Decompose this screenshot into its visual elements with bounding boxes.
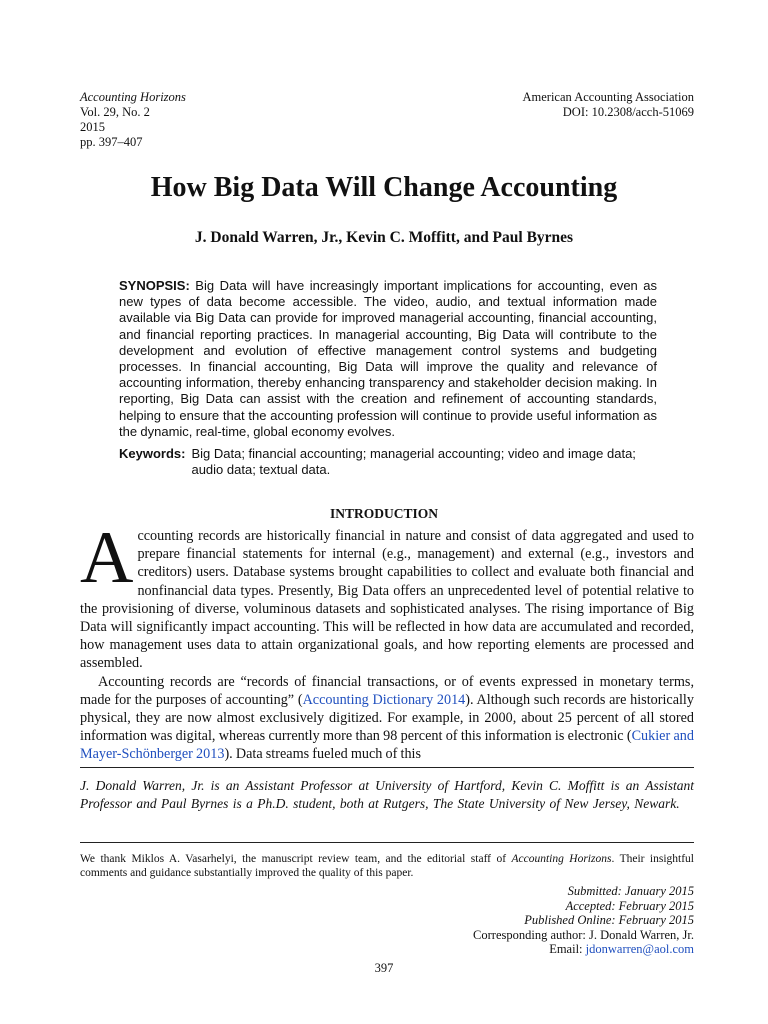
author-affiliation: J. Donald Warren, Jr. is an Assistant Professor at University of Hartford, Kevin C. Moffitt is an Assistant Professor and Paul Byrnes is a Ph.D. student, both at Rutgers, The State University of New Jersey, Newark. bbox=[80, 778, 694, 811]
synopsis bbox=[119, 278, 657, 440]
paragraph-2-text-a: Accounting records are “records of financial transactions, or of events expressed in monetary terms, made for the purposes of accounting” ( bbox=[80, 673, 694, 708]
paragraph-1 bbox=[80, 517, 694, 673]
keywords-label: Keywords: bbox=[119, 446, 186, 461]
drop-cap: A bbox=[80, 517, 134, 599]
article-title: How Big Data Will Change Accounting bbox=[150, 172, 618, 203]
citation-link-accounting-dictionary[interactable]: Accounting Dictionary 2014 bbox=[302, 691, 466, 708]
journal-info bbox=[80, 90, 186, 150]
corresponding-author: Corresponding author: J. Donald Warren, Jr. bbox=[473, 927, 694, 942]
acknowledgment-text-b: . Their insightful comments and guidance substantially improved the quality of this paper. bbox=[80, 853, 694, 879]
email-label: Email: bbox=[549, 942, 586, 956]
journal-year: 2015 bbox=[80, 120, 105, 134]
footnote-divider-top bbox=[80, 767, 694, 768]
paragraph-1-text: ccounting records are historically financial in nature and consist of data aggregated and used to prepare financial statements for internal (e.g., management) and external (e.g., investors and creditors) users. Database systems brought capabilities to collect and evaluate both financial and nonfinancial data types. Presently, Big Data offers an unprecedented level of potential relative to the provisioning of diverse, voluminous datasets and sophisticated analyses. The rising importance of Big Data will significantly impact accounting. This will be reflected in how data are accumulated and recorded, how management uses data to attain organizational goals, and how reporting elements are processed and assembled. bbox=[80, 528, 694, 672]
submitted-date: Submitted: January 2015 bbox=[567, 884, 694, 898]
paragraph-2 bbox=[80, 673, 694, 764]
citation-link-cukier[interactable]: Cukier and Mayer-Schönberger 2013 bbox=[80, 728, 694, 763]
section-heading-introduction: INTRODUCTION bbox=[329, 506, 438, 521]
keywords-text: Big Data; financial accounting; managerial accounting; video and image data; audio data; textual data. bbox=[191, 446, 636, 478]
paragraph-2-text-b: ). Although such records are historically physical, they are now almost exclusively digitized. For example, in 2000, about 25 percent of all stored information was digital, whereas currently more than 98 percent of this information is electronic ( bbox=[80, 691, 694, 745]
journal-name: Accounting Horizons bbox=[80, 90, 186, 104]
publisher-name: American Accounting Association bbox=[522, 90, 694, 104]
publication-dates bbox=[473, 884, 694, 957]
email-link[interactable]: jdonwarren@aol.com bbox=[585, 942, 694, 956]
synopsis-label: SYNOPSIS: bbox=[119, 278, 190, 293]
page-number: 397 bbox=[374, 961, 394, 975]
accepted-date: Accepted: February 2015 bbox=[565, 898, 694, 913]
doi: DOI: 10.2308/acch-51069 bbox=[562, 105, 694, 119]
journal-pages: pp. 397–407 bbox=[80, 135, 143, 149]
publisher-info bbox=[523, 90, 695, 120]
introduction-body bbox=[80, 517, 694, 764]
acknowledgment-text-a: We thank Miklos A. Vasarhelyi, the manuscript review team, and the editorial staff of bbox=[80, 853, 512, 865]
keywords bbox=[119, 446, 657, 478]
article-authors: J. Donald Warren, Jr., Kevin C. Moffitt, and Paul Byrnes bbox=[194, 229, 574, 246]
email-line bbox=[473, 942, 694, 957]
journal-volume: Vol. 29, No. 2 bbox=[80, 105, 150, 119]
acknowledgment-journal: Accounting Horizons bbox=[511, 853, 612, 865]
synopsis-text: Big Data will have increasingly important implications for accounting, even as new types of data become accessible. The video, audio, and textual information made available via Big Data can provide for improved managerial accounting, financial accounting, and financial reporting practices. In managerial accounting, Big Data will contribute to the development and evolution of effective management control systems and budgeting processes. In financial accounting, Big Data will improve the quality and relevance of accounting information, thereby enhancing transparency and stakeholder decision making. In reporting, Big Data can assist with the creation and refinement of accounting standards, helping to ensure that the accounting profession will continue to provide useful information as the dynamic, real-time, global economy evolves. bbox=[119, 278, 657, 439]
footnote-divider-bottom bbox=[80, 842, 694, 843]
paragraph-2-text-c: ). Data streams fueled much of this bbox=[224, 746, 421, 763]
acknowledgment bbox=[80, 852, 694, 880]
published-date: Published Online: February 2015 bbox=[524, 913, 694, 927]
